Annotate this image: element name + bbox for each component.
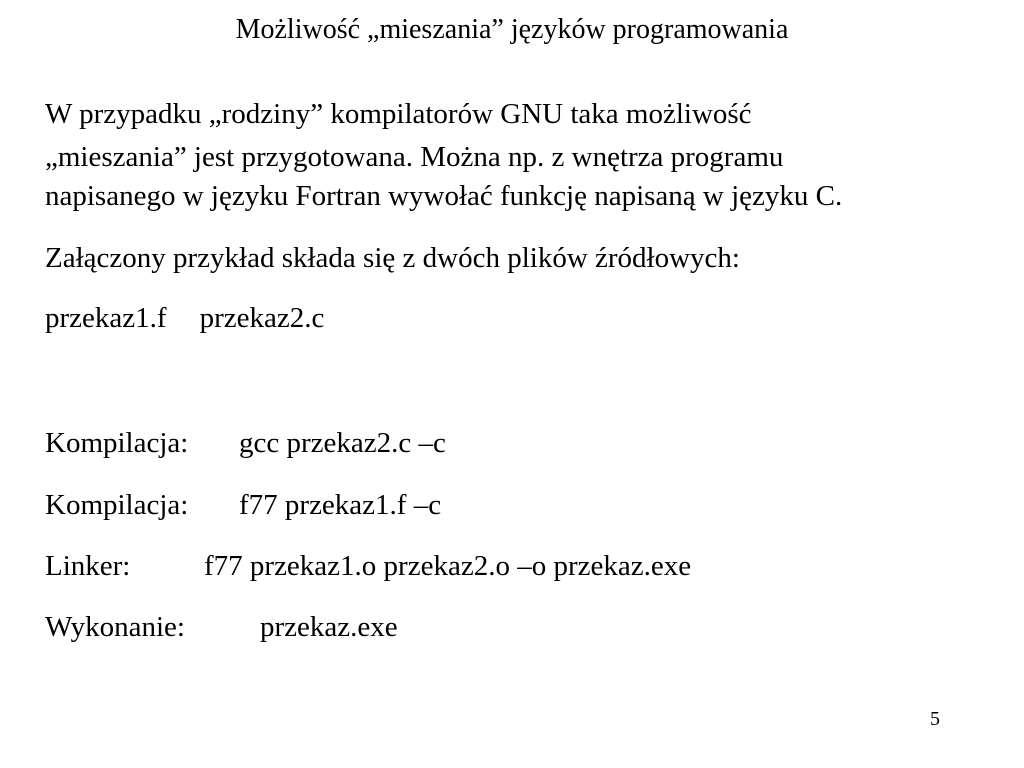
files-intro: Załączony przykład składa się z dwóch plików źródłowych: bbox=[45, 242, 740, 274]
paragraph-line-2: „mieszania” jest przygotowana. Można np. z wnętrza programu bbox=[45, 141, 784, 173]
command-row bbox=[45, 609, 398, 645]
command-text: przekaz.exe bbox=[260, 611, 398, 643]
command-label: Linker: bbox=[45, 550, 131, 582]
command-text: gcc przekaz2.c –c bbox=[239, 427, 446, 459]
command-label: Wykonanie: bbox=[45, 611, 185, 643]
paragraph-line-1: W przypadku „rodziny” kompilatorów GNU taka możliwość bbox=[45, 98, 752, 130]
command-text: f77 przekaz1.f –c bbox=[239, 489, 442, 521]
page-number: 5 bbox=[930, 708, 940, 730]
slide-title: Możliwość „mieszania” języków programowania bbox=[235, 14, 789, 45]
paragraph-line-3: napisanego w języku Fortran wywołać funkcję napisaną w języku C. bbox=[45, 180, 843, 212]
command-text: f77 przekaz1.o przekaz2.o –o przekaz.exe bbox=[204, 550, 692, 582]
command-row bbox=[45, 548, 691, 584]
file-name-fortran: przekaz1.f bbox=[45, 302, 167, 334]
command-row bbox=[45, 487, 441, 523]
command-label: Kompilacja: bbox=[45, 489, 189, 521]
command-row bbox=[45, 425, 446, 461]
file-name-c: przekaz2.c bbox=[199, 302, 325, 334]
command-label: Kompilacja: bbox=[45, 427, 189, 459]
file-list bbox=[45, 300, 324, 336]
